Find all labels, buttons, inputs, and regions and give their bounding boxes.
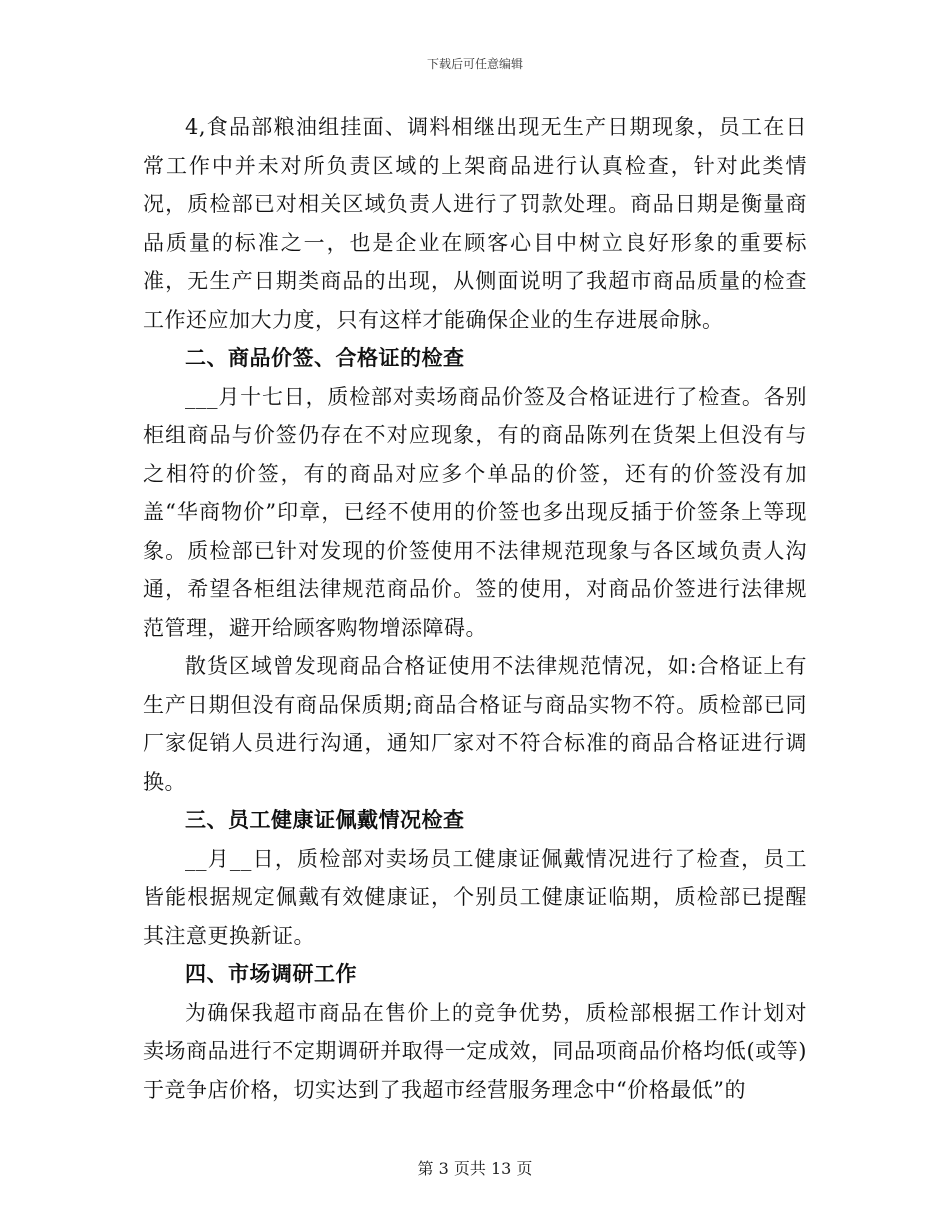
paragraph-market-research: 为确保我超市商品在售价上的竞争优势，质检部根据工作计划对卖场商品进行不定期调研并取得一定成效，同品项商品价格均低(或等)于竞争店价格，切实达到了我超市经营服务理念中“价格最低”的 xyxy=(143,1000,807,1102)
section-heading-health-certificate: 三、员工健康证佩戴情况检查 xyxy=(185,808,465,832)
document-body xyxy=(143,108,807,1109)
section-heading-price-tag-check: 二、商品价签、合格证的检查 xyxy=(185,346,465,370)
section-heading-market-research: 四、市场调研工作 xyxy=(185,962,357,986)
paragraph-certificate-issues: 散货区域曾发现商品合格证使用不法律规范情况，如:合格证上有生产日期但没有商品保质期;商品合格证与商品实物不符。质检部已同厂家促销人员进行沟通，通知厂家对不符合标准的商品合格证进行调换。 xyxy=(143,654,807,794)
page-header: 下载后可任意编辑 xyxy=(426,57,523,71)
paragraph-food-dept-date-issue: 4,食品部粮油组挂面、调料相继出现无生产日期现象，员工在日常工作中并未对所负责区域的上架商品进行认真检查，针对此类情况，质检部已对相关区域负责人进行了罚款处理。商品日期是衡量商品质量的标准之一，也是企业在顾客心目中树立良好形象的重要标准，无生产日期类商品的出现，从侧面说明了我超市商品质量的检查工作还应加大力度，只有这样才能确保企业的生存进展命脉。 xyxy=(143,115,807,332)
paragraph-health-certificate-check: __月__日，质检部对卖场员工健康证佩戴情况进行了检查，员工皆能根据规定佩戴有效健康证，个别员工健康证临期，质检部已提醒其注意更换新证。 xyxy=(143,846,807,948)
paragraph-price-tag-inspection: ___月十七日，质检部对卖场商品价签及合格证进行了检查。各别柜组商品与价签仍存在不对应现象，有的商品陈列在货架上但没有与之相符的价签，有的商品对应多个单品的价签，还有的价签没有加盖“华商物价”印章，已经不使用的价签也多出现反插于价签条上等现象。质检部已针对发现的价签使用不法律规范现象与各区域负责人沟通，希望各柜组法律规范商品价。签的使用，对商品价签进行法律规范管理，避开给顾客购物增添障碍。 xyxy=(143,384,807,640)
page-number-footer: 第 3 页共 13 页 xyxy=(417,1159,533,1178)
